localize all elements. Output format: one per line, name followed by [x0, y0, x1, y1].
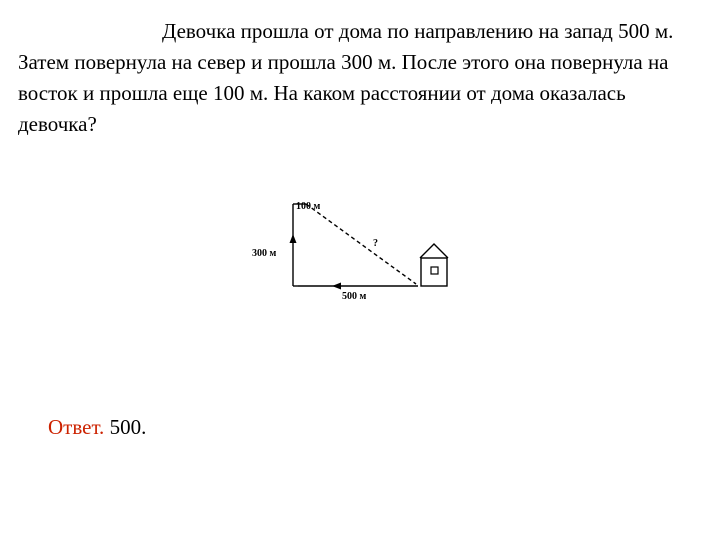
- route-diagram: [240, 190, 470, 310]
- unknown-distance-line: [306, 204, 416, 284]
- north-arrowhead: [290, 234, 297, 243]
- answer-value: 500.: [104, 415, 147, 439]
- answer-label: Ответ.: [48, 415, 105, 439]
- west-arrowhead: [332, 283, 341, 290]
- label-100m: 100 м: [296, 201, 321, 212]
- route-diagram-svg: [240, 190, 470, 310]
- house-icon: [420, 244, 448, 286]
- label-question: ?: [373, 238, 378, 249]
- problem-text: Девочка прошла от дома по направлению на запад 500 м. Затем повернула на север и прошла 300 м. После этого она повернула на восток и прошла еще 100 м. На каком расстоянии от дома оказалась девочка?: [18, 19, 674, 136]
- label-500m: 500 м: [342, 291, 367, 302]
- answer-line: [48, 412, 146, 443]
- label-300m: 300 м: [252, 248, 277, 259]
